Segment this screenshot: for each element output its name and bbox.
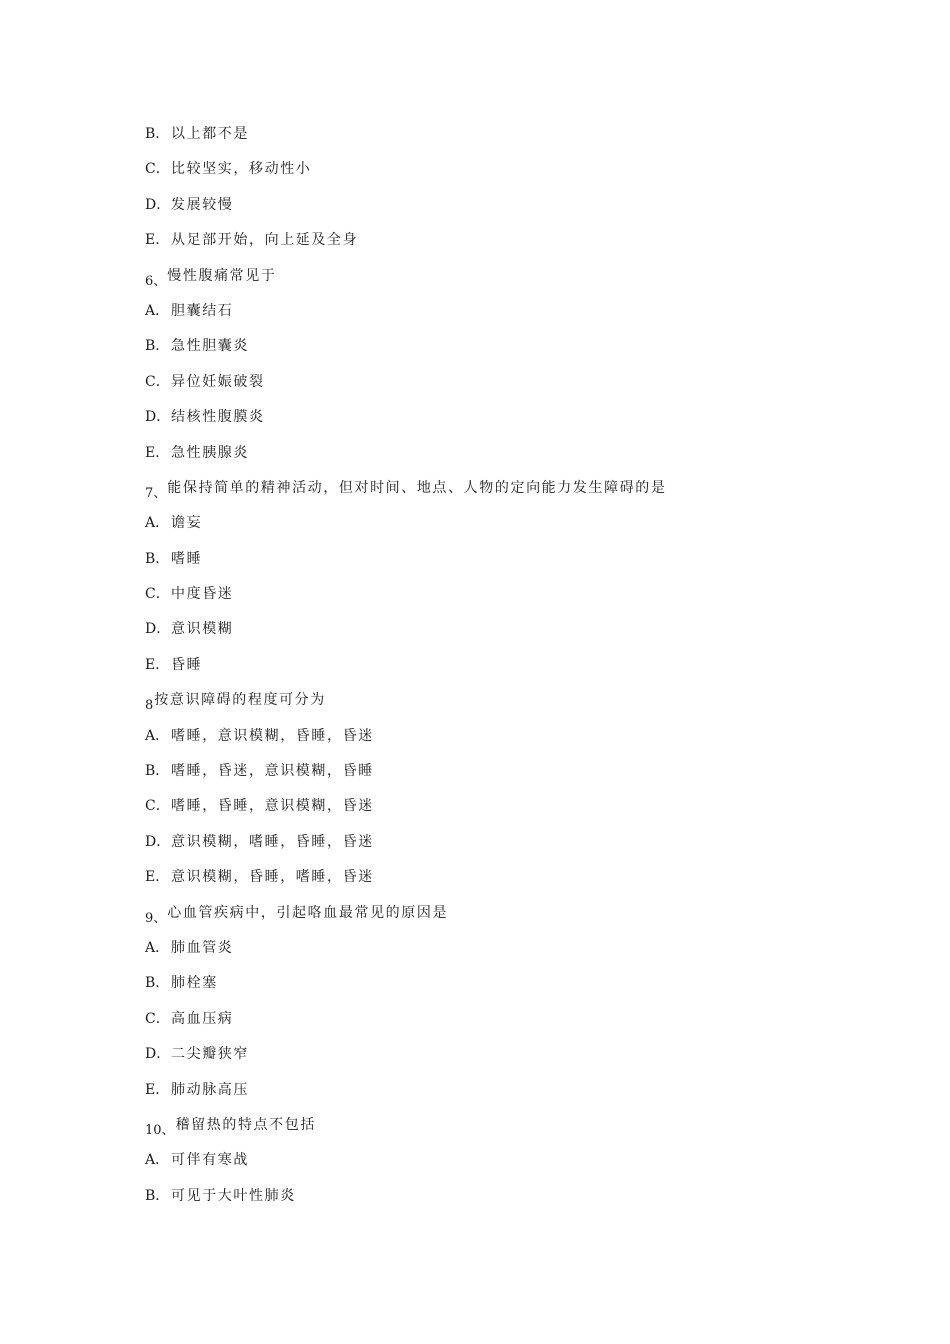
option-letter: D． — [145, 621, 171, 638]
question-stem — [145, 478, 845, 513]
option-text: 嗜睡，意识模糊，昏睡，昏迷 — [171, 727, 374, 744]
answer-option — [145, 336, 845, 371]
option-letter: E． — [145, 869, 170, 886]
option-letter: D． — [145, 1046, 171, 1063]
question-text: 慢性腹痛常见于 — [167, 267, 277, 284]
answer-option — [145, 619, 845, 654]
answer-option — [145, 832, 845, 867]
answer-option — [145, 1009, 845, 1044]
option-letter: B． — [145, 1187, 170, 1204]
answer-option — [145, 584, 845, 619]
answer-option — [145, 124, 845, 159]
option-text: 异位妊娠破裂 — [171, 373, 265, 390]
option-letter: A． — [145, 939, 170, 956]
question-stem — [145, 903, 845, 938]
question-stem — [145, 690, 845, 725]
answer-option — [145, 407, 845, 442]
option-text: 胆囊结石 — [171, 302, 234, 319]
option-letter: D． — [145, 409, 171, 426]
answer-option — [145, 655, 845, 690]
option-letter: E． — [145, 444, 170, 461]
answer-option — [145, 549, 845, 584]
option-text: 肺栓塞 — [171, 975, 218, 992]
option-letter: C． — [145, 1010, 170, 1027]
answer-option — [145, 159, 845, 194]
option-text: 肺血管炎 — [171, 939, 234, 956]
answer-option — [145, 761, 845, 796]
option-text: 意识模糊，嗜睡，昏睡，昏迷 — [171, 833, 374, 850]
answer-option — [145, 1080, 845, 1115]
option-text: 发展较慢 — [171, 196, 234, 213]
answer-option — [145, 1186, 845, 1221]
option-text: 谵妄 — [171, 515, 203, 532]
option-letter: C． — [145, 161, 170, 178]
option-text: 从足部开始，向上延及全身 — [171, 232, 359, 249]
option-letter: D． — [145, 196, 171, 213]
option-letter: A． — [145, 1152, 170, 1169]
question-number: 8 — [145, 698, 154, 714]
option-letter: B． — [145, 550, 170, 567]
option-text: 肺动脉高压 — [171, 1081, 249, 1098]
answer-option — [145, 1150, 845, 1185]
option-text: 急性胆囊炎 — [171, 338, 249, 355]
option-letter: C． — [145, 373, 170, 390]
answer-option — [145, 443, 845, 478]
option-text: 比较坚实，移动性小 — [171, 161, 312, 178]
option-text: 嗜睡 — [171, 550, 203, 567]
option-text: 中度昏迷 — [171, 586, 234, 603]
answer-option — [145, 372, 845, 407]
question-number: 6、 — [145, 273, 167, 289]
option-text: 意识模糊 — [171, 621, 234, 638]
option-letter: E． — [145, 232, 170, 249]
option-letter: E． — [145, 656, 170, 673]
answer-option — [145, 796, 845, 831]
answer-option — [145, 513, 845, 548]
question-stem — [145, 1115, 845, 1150]
answer-option — [145, 726, 845, 761]
option-letter: A． — [145, 727, 170, 744]
question-text: 能保持简单的精神活动，但对时间、地点、人物的定向能力发生障碍的是 — [167, 479, 667, 496]
question-number: 9、 — [145, 910, 167, 926]
answer-option — [145, 867, 845, 902]
option-letter: A． — [145, 515, 170, 532]
option-text: 可伴有寒战 — [171, 1152, 249, 1169]
question-text: 心血管疾病中，引起咯血最常见的原因是 — [167, 904, 449, 921]
option-letter: C． — [145, 798, 170, 815]
question-number: 10、 — [145, 1122, 175, 1138]
option-text: 嗜睡，昏迷，意识模糊，昏睡 — [171, 763, 374, 780]
option-letter: A． — [145, 302, 170, 319]
option-text: 可见于大叶性肺炎 — [171, 1187, 296, 1204]
document-page — [145, 124, 845, 1221]
question-number: 7、 — [145, 485, 167, 501]
question-stem — [145, 266, 845, 301]
answer-option — [145, 938, 845, 973]
option-letter: B． — [145, 126, 170, 142]
option-letter: B． — [145, 975, 170, 992]
option-text: 昏睡 — [171, 656, 203, 673]
option-text: 结核性腹膜炎 — [171, 409, 265, 426]
question-text: 稽留热的特点不包括 — [175, 1116, 316, 1133]
option-text: 急性胰腺炎 — [171, 444, 249, 461]
answer-option — [145, 973, 845, 1008]
answer-option — [145, 301, 845, 336]
option-text: 二尖瓣狭窄 — [171, 1046, 249, 1063]
option-text: 高血压病 — [171, 1010, 234, 1027]
option-letter: C． — [145, 586, 170, 603]
option-text: 嗜睡，昏睡，意识模糊，昏迷 — [171, 798, 374, 815]
option-letter: B． — [145, 338, 170, 355]
option-letter: E． — [145, 1081, 170, 1098]
answer-option — [145, 1044, 845, 1079]
option-letter: D． — [145, 833, 171, 850]
option-text: 意识模糊，昏睡，嗜睡，昏迷 — [171, 869, 374, 886]
option-letter: B． — [145, 763, 170, 780]
answer-option — [145, 195, 845, 230]
answer-option — [145, 230, 845, 265]
question-text: 按意识障碍的程度可分为 — [154, 692, 326, 709]
option-text: 以上都不是 — [171, 126, 249, 142]
